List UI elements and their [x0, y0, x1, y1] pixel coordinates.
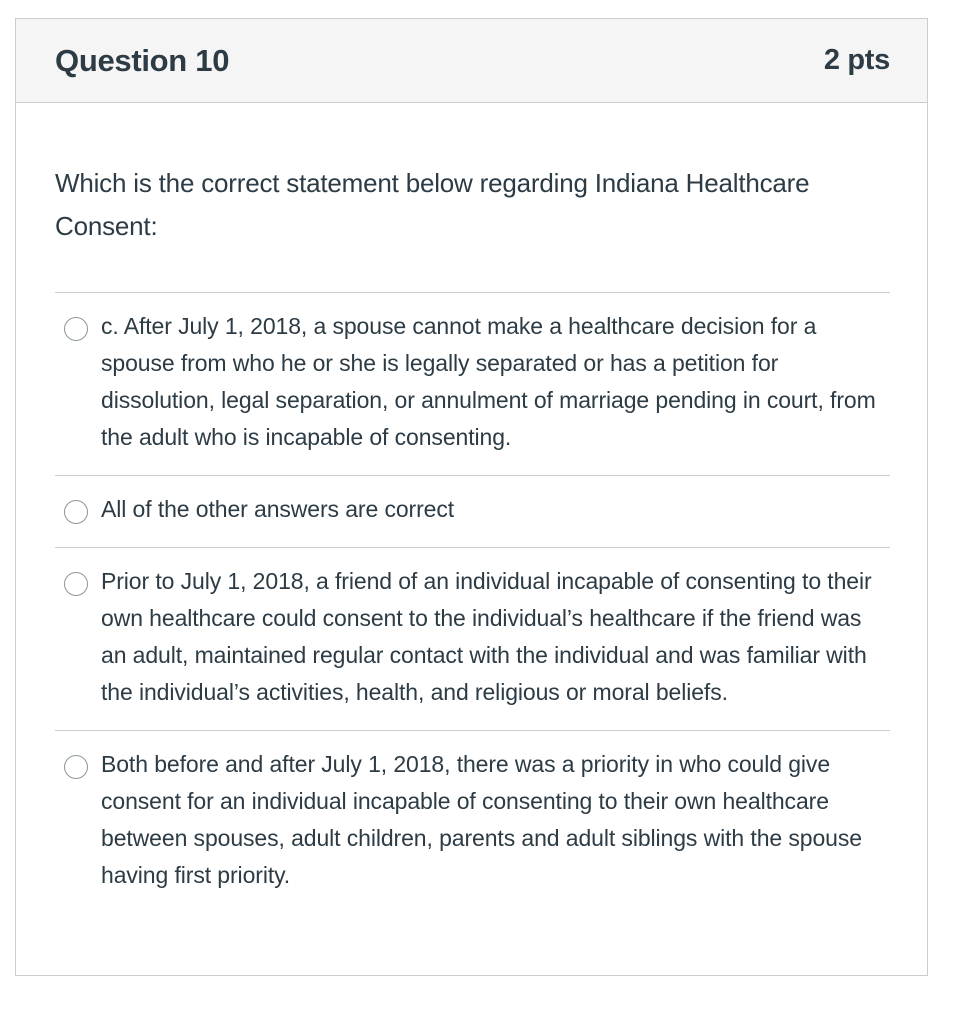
question-card: [15, 18, 928, 976]
answer-radio[interactable]: [64, 755, 88, 779]
answer-label[interactable]: All of the other answers are correct: [101, 496, 455, 522]
question-title: Question 10: [55, 42, 230, 78]
answer-label[interactable]: Prior to July 1, 2018, a friend of an individual incapable of consenting to their own healthcare could consent to the individual’s healthcare if the friend was an adult, maintained regular contact with the individual and was familiar with the individual’s activities, health, and religious or moral beliefs.: [101, 568, 872, 705]
question-body: [16, 162, 927, 913]
question-points: 2 pts: [823, 44, 890, 76]
question-header: [16, 19, 927, 103]
answer-radio[interactable]: [64, 572, 88, 596]
answer-label[interactable]: Both before and after July 1, 2018, there was a priority in who could give consent for an individual incapable of consenting to their own healthcare between spouses, adult children, parents and adult siblings with the spouse having first priority.: [101, 751, 862, 888]
answer-list: [55, 292, 890, 913]
answer-option[interactable]: [55, 730, 890, 913]
answer-option[interactable]: [55, 547, 890, 730]
answer-option[interactable]: [55, 475, 890, 547]
answer-label[interactable]: c. After July 1, 2018, a spouse cannot make a healthcare decision for a spouse from who he or she is legally separated or has a petition for dissolution, legal separation, or annulment of marriage pending in court, from the adult who is incapable of consenting.: [101, 313, 876, 450]
answer-radio[interactable]: [64, 317, 88, 341]
question-text: Which is the correct statement below regarding Indiana Healthcare Consent:: [55, 168, 810, 241]
answer-radio[interactable]: [64, 500, 88, 524]
answer-option[interactable]: [55, 292, 890, 475]
